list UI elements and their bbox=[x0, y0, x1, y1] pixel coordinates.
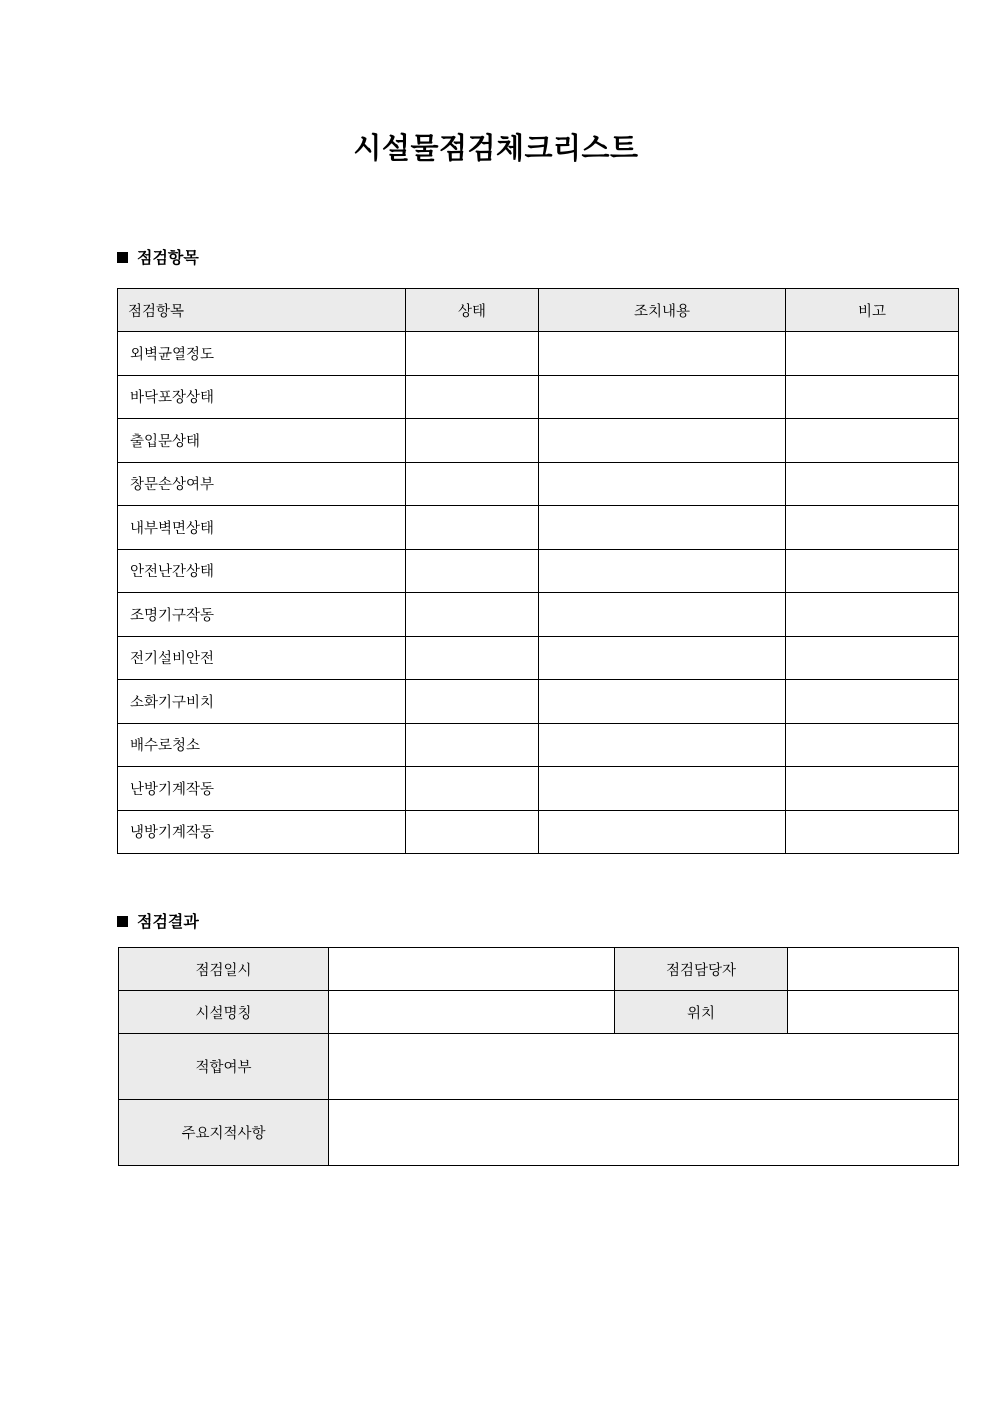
table-row bbox=[118, 506, 959, 550]
table-row bbox=[118, 593, 959, 637]
cell-action[interactable] bbox=[539, 593, 786, 637]
section-heading-inspection-result bbox=[117, 914, 199, 930]
field-conformity[interactable] bbox=[329, 1034, 959, 1100]
cell-remark[interactable] bbox=[786, 375, 959, 419]
cell-remark[interactable] bbox=[786, 332, 959, 376]
cell-action[interactable] bbox=[539, 549, 786, 593]
cell-status[interactable] bbox=[406, 593, 539, 637]
table-header-row bbox=[118, 289, 959, 332]
table-row bbox=[118, 419, 959, 463]
table-row bbox=[118, 549, 959, 593]
cell-remark[interactable] bbox=[786, 723, 959, 767]
cell-status[interactable] bbox=[406, 462, 539, 506]
label-conformity: 적합여부 bbox=[119, 1034, 329, 1100]
cell-status[interactable] bbox=[406, 680, 539, 724]
table-row bbox=[118, 636, 959, 680]
cell-item: 소화기구비치 bbox=[118, 680, 406, 724]
table-row bbox=[118, 723, 959, 767]
cell-remark[interactable] bbox=[786, 419, 959, 463]
inspection-items-table bbox=[117, 288, 959, 854]
column-header-action: 조치내용 bbox=[539, 289, 786, 332]
label-major-findings: 주요지적사항 bbox=[119, 1100, 329, 1166]
cell-item: 내부벽면상태 bbox=[118, 506, 406, 550]
section-heading-inspection-items bbox=[117, 250, 199, 266]
cell-item: 외벽균열정도 bbox=[118, 332, 406, 376]
field-major-findings[interactable] bbox=[329, 1100, 959, 1166]
cell-status[interactable] bbox=[406, 419, 539, 463]
cell-action[interactable] bbox=[539, 636, 786, 680]
cell-item: 난방기계작동 bbox=[118, 767, 406, 811]
table-row bbox=[119, 1100, 959, 1166]
table-row bbox=[118, 767, 959, 811]
table-row bbox=[119, 948, 959, 991]
table-row bbox=[118, 810, 959, 854]
cell-action[interactable] bbox=[539, 810, 786, 854]
cell-status[interactable] bbox=[406, 723, 539, 767]
label-inspector: 점검담당자 bbox=[615, 948, 788, 991]
cell-status[interactable] bbox=[406, 332, 539, 376]
square-bullet-icon bbox=[117, 916, 128, 927]
cell-item: 창문손상여부 bbox=[118, 462, 406, 506]
label-location: 위치 bbox=[615, 991, 788, 1034]
cell-status[interactable] bbox=[406, 810, 539, 854]
cell-item: 안전난간상태 bbox=[118, 549, 406, 593]
cell-remark[interactable] bbox=[786, 593, 959, 637]
section-heading-label: 점검결과 bbox=[137, 912, 199, 931]
label-facility-name: 시설명칭 bbox=[119, 991, 329, 1034]
cell-action[interactable] bbox=[539, 375, 786, 419]
cell-remark[interactable] bbox=[786, 462, 959, 506]
column-header-status: 상태 bbox=[406, 289, 539, 332]
table-row bbox=[118, 462, 959, 506]
field-inspector[interactable] bbox=[788, 948, 959, 991]
column-header-item: 점검항목 bbox=[118, 289, 406, 332]
cell-action[interactable] bbox=[539, 723, 786, 767]
label-inspection-datetime: 점검일시 bbox=[119, 948, 329, 991]
field-inspection-datetime[interactable] bbox=[329, 948, 615, 991]
cell-remark[interactable] bbox=[786, 810, 959, 854]
field-location[interactable] bbox=[788, 991, 959, 1034]
section-heading-label: 점검항목 bbox=[137, 248, 199, 267]
cell-status[interactable] bbox=[406, 767, 539, 811]
cell-item: 냉방기계작동 bbox=[118, 810, 406, 854]
cell-remark[interactable] bbox=[786, 636, 959, 680]
cell-remark[interactable] bbox=[786, 680, 959, 724]
page-title: 시설물점검체크리스트 bbox=[353, 131, 639, 165]
cell-remark[interactable] bbox=[786, 506, 959, 550]
cell-item: 출입문상태 bbox=[118, 419, 406, 463]
table-row bbox=[119, 991, 959, 1034]
table-row bbox=[118, 680, 959, 724]
cell-action[interactable] bbox=[539, 332, 786, 376]
inspection-result-table bbox=[118, 947, 959, 1166]
cell-remark[interactable] bbox=[786, 549, 959, 593]
cell-status[interactable] bbox=[406, 636, 539, 680]
cell-action[interactable] bbox=[539, 767, 786, 811]
column-header-remark: 비고 bbox=[786, 289, 959, 332]
field-facility-name[interactable] bbox=[329, 991, 615, 1034]
table-row bbox=[118, 332, 959, 376]
cell-item: 바닥포장상태 bbox=[118, 375, 406, 419]
cell-action[interactable] bbox=[539, 680, 786, 724]
table-row bbox=[119, 1034, 959, 1100]
cell-status[interactable] bbox=[406, 506, 539, 550]
square-bullet-icon bbox=[117, 252, 128, 263]
cell-remark[interactable] bbox=[786, 767, 959, 811]
cell-action[interactable] bbox=[539, 419, 786, 463]
cell-status[interactable] bbox=[406, 549, 539, 593]
table-row bbox=[118, 375, 959, 419]
cell-item: 전기설비안전 bbox=[118, 636, 406, 680]
cell-item: 조명기구작동 bbox=[118, 593, 406, 637]
cell-action[interactable] bbox=[539, 506, 786, 550]
cell-item: 배수로청소 bbox=[118, 723, 406, 767]
cell-status[interactable] bbox=[406, 375, 539, 419]
cell-action[interactable] bbox=[539, 462, 786, 506]
